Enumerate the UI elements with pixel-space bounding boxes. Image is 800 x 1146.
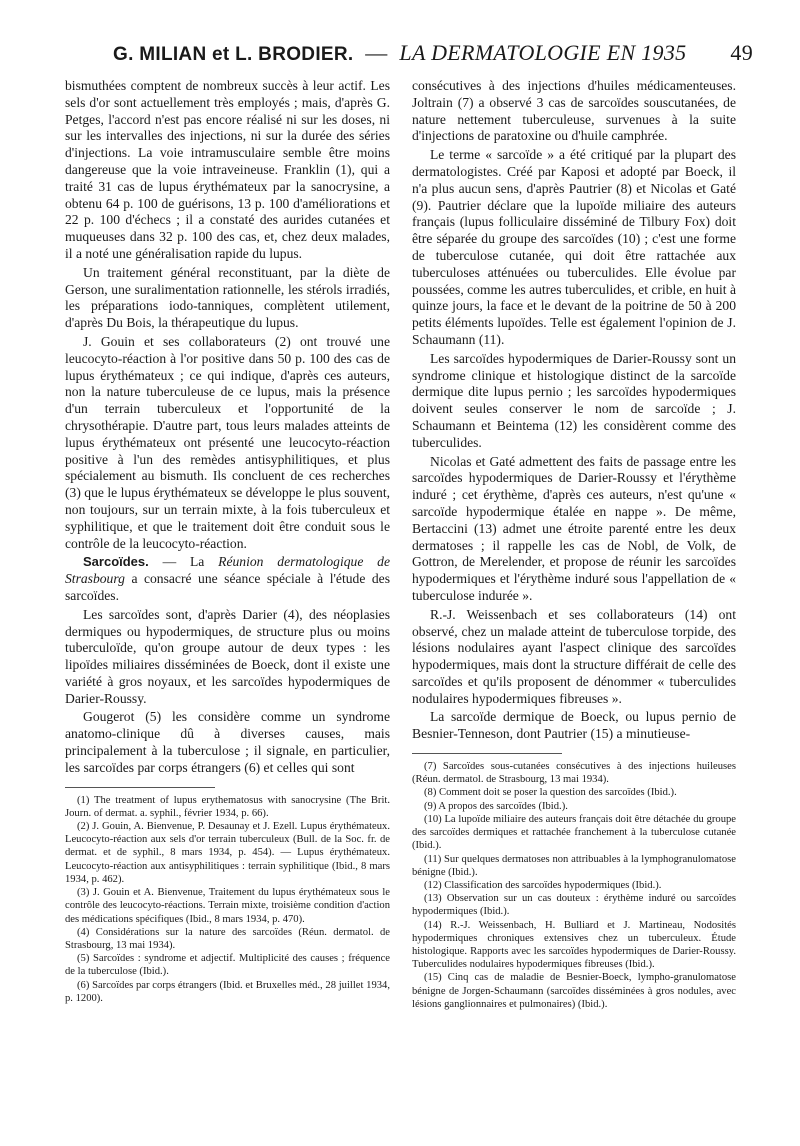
body-paragraph: Le terme « sarcoïde » a été critiqué par la plupart des dermatologistes. Créé par Kaposi et adopté par Boeck, il n'a plus aucun sens, d'après Pautrier (8) et Nicolas et Gaté (9). Pautrier déclare que la lupoïde miliaire des auteurs français (lupus folliculaire disséminé de Tilbury Fox) doit être séparée du groupe des sarcoïdes (10) ; c'est une forme de tuberculose cutanée, qui doit être rattachée aux tuberculoses atténuées ou tuberculides. Elle évolue par poussées, comme les autres tuberculides, et crible, en huit à quinze jours, la face et le devant de la poitrine de 50 à 200 petits éléments lupoïdes. Telle est également l'opinion de J. Schaumann (11). <box>412 147 736 347</box>
body-paragraph: Gougerot (5) les considère comme un syndrome anatomo-clinique dû à diverses causes, mais principalement à la tuberculose ; il signale, en particulier, les sarcoïdes par corps étrangers (6) et celles qui sont <box>65 709 390 775</box>
left-column <box>65 78 390 1005</box>
footnote: (7) Sarcoïdes sous-cutanées consécutives à des injections huileuses (Réun. dermatol. de Strasbourg, 13 mai 1934). <box>412 761 736 786</box>
sarcoides-italic: Réunion dermatologique de Strasbourg <box>65 554 390 587</box>
header-authors: G. MILIAN et L. BRODIER. <box>113 44 354 65</box>
footnote-rule <box>412 753 562 754</box>
sarcoides-prefix: La <box>190 554 219 570</box>
heading-dash: — <box>148 554 190 570</box>
sarcoides-rest: a consacré une séance spéciale à l'étude des sarcoïdes. <box>65 571 390 603</box>
right-column <box>412 78 736 1011</box>
footnote: (6) Sarcoïdes par corps étrangers (Ibid. et Bruxelles méd., 28 juillet 1934, p. 1200). <box>65 979 390 1004</box>
footnote-rule <box>65 787 215 788</box>
footnote: (9) A propos des sarcoïdes (Ibid.). <box>424 800 568 812</box>
body-paragraph: Les sarcoïdes sont, d'après Darier (4), des néoplasies dermiques ou hypodermiques, de structure plus ou moins tuberculoïde, qu'on groupe autour de deux types : les lipoïdes miliaires disséminées de Boeck, dont il existe une variété à gros noyaux, et les sarcoïdes hypodermiques de Darier-Roussy. <box>65 606 390 706</box>
header-title: LA DERMATOLOGIE EN 1935 <box>399 40 687 65</box>
body-paragraph: R.-J. Weissenbach et ses collaborateurs (14) ont observé, chez un malade atteint de tuberculose torpide, des lésions nodulaires ayant l'aspect clinique des sarcoïdes hypodermiques, mais dont la structure différait de celle des sarcoïdes et qu'ils proposent de dénommer « tuberculides nodulaires hypodermiques fibreuses ». <box>412 606 736 706</box>
section-heading-sarcoides: Sarcoïdes. <box>83 554 149 570</box>
footnote: (5) Sarcoïdes : syndrome et adjectif. Multiplicité des causes ; fréquence de la tuberculose (Ibid.). <box>65 953 390 978</box>
running-header <box>113 40 753 74</box>
footnote: (12) Classification des sarcoïdes hypodermiques (Ibid.). <box>424 879 662 891</box>
body-paragraph: Un traitement général reconstituant, par la diète de Gerson, une suralimentation rationnelle, les stérols irradiés, les préparations iodo-tanniques, complètent utilement, d'après Du Bois, la thérapeutique du lupus. <box>65 264 390 331</box>
footnote: (2) J. Gouin, A. Bienvenue, P. Desaunay et J. Ezell. Lupus érythémateux. Leucocyto-réaction aux sels d'or terrain tuberculeux (Bull. de la Soc. fr. de dermat. et de syphil., 8 mars 1934, p. 454). — Lupus érythémateux. Leucocyto-réaction aux antisyphilitiques : terrain syphilitique (Ibid., 8 mars 1934, p. 462). <box>65 821 390 885</box>
footnote: (1) The treatment of lupus erythematosus with sanocrysine (The Brit. Journ. of dermat. a. syphil., février 1934, p. 66). <box>65 794 390 819</box>
body-paragraph: Les sarcoïdes hypodermiques de Darier-Roussy sont un syndrome clinique et histologique distinct de la sarcoïde dermique dite lupus pernio ; les sarcoïdes hypodermiques doivent seules conserver le nom de sarcoïde ; J. Schaumann et Beintema (12) les considèrent comme des tuberculides. <box>412 350 736 450</box>
footnote: (3) J. Gouin et A. Bienvenue, Traitement du lupus érythémateux sous le contrôle des leucocyto-réactions. Terrain mixte, troisième condition d'action des médications spécifiques (Ibid., 8 mars 1934, p. 470). <box>65 887 390 925</box>
page-number: 49 <box>730 40 753 65</box>
footnote: (11) Sur quelques dermatoses non attribuables à la lymphogranulomatose bénigne (Ibid.). <box>412 853 736 878</box>
footnote: (4) Considérations sur la nature des sarcoïdes (Réun. dermatol. de Strasbourg, 13 mai 1934). <box>65 926 390 951</box>
footnote: (8) Comment doit se poser la question des sarcoïdes (Ibid.). <box>424 787 677 799</box>
body-paragraph: consécutives à des injections d'huiles médicamenteuses. Joltrain (7) a observé 3 cas de sarcoïdes souscutanées, de nature nettement tuberculeuse, survenues à la suite d'injections de paratoxine ou d'huile camphrée. <box>412 78 736 144</box>
footnote: (10) La lupoïde miliaire des auteurs français doit être détachée du groupe des sarcoïdes dermiques et rattachée franchement à la tuberculose cutanée (Ibid.). <box>412 813 736 852</box>
body-paragraph: Nicolas et Gaté admettent des faits de passage entre les sarcoïdes hypodermiques de Darier-Roussy et l'érythème induré ; cet érythème, d'après ces auteurs, n'est qu'une « sarcoïde hypodermique étalée en nappe ». De même, Bertaccini (13) admet une étroite parenté entre les deux dermatoses ; il rappelle les cas de Nobl, de Volk, de Gottron, de Merelender, et propose de réunir les sarcoïdes hypodermiques et l'érythème induré sous l'appellation de « tuberculose indurée ». <box>412 453 736 603</box>
footnote: (13) Observation sur un cas douteux : érythème induré ou sarcoïdes hypodermiques (Ibid.). <box>412 893 736 918</box>
body-paragraph: La sarcoïde dermique de Boeck, ou lupus pernio de Besnier-Tenneson, dont Pautrier (15) a minutieuse- <box>412 709 736 742</box>
sarcoides-section-paragraph <box>65 554 390 604</box>
header-separator: — <box>365 40 388 65</box>
footnote: (15) Cinq cas de maladie de Besnier-Boeck, lympho-granulomatose bénigne de Jorgen-Schaumann (sarcoïdes disséminées à gros nodules, avec lésions ganglionnaires et pulmonaires) (Ibid.). <box>412 972 736 1010</box>
body-paragraph: bismuthées comptent de nombreux succès à leur actif. Les sels d'or sont actuellement très employés ; mais, d'après G. Petges, l'accord n'est pas encore réalisé ni sur les doses, ni sur les intervalles des injections, ni sur la durée des séries d'injections. La voie intramusculaire semble être moins dangereuse que la voie intraveineuse. Franklin (1), qui a traité 31 cas de lupus érythémateux par la sanocrysine, a obtenu 64 p. 100 de guérisons, 13 p. 100 d'améliorations et 22 p. 100 d'échecs ; il a constaté des aurides cutanées et muqueuses dans 32 p. 100 des cas, et, chez deux malades, il a noté une généralisation rapide du lupus. <box>65 78 390 261</box>
body-paragraph: J. Gouin et ses collaborateurs (2) ont trouvé une leucocyto-réaction à l'or positive dans 50 p. 100 des cas de lupus érythémateux ; ce qui indique, d'après ces auteurs, non la nature tuberculeuse de ce lupus, mais la présence d'un terrain tuberculeux et l'opportunité de la chrysothérapie. D'autre part, tous leurs malades atteints de lupus érythémateux ont présenté une leucocyto-réaction positive à l'un des remèdes antisyphilitiques, et plus spécialement au bismuth. Ils concluent de ces recherches (3) que le lupus érythémateux se développe le plus souvent, non toujours, sur un terrain mixte, à la fois tuberculeux et syphilitique, et que le traitement doit être conduit sous le contrôle de la leucocyto-réaction. <box>65 333 390 551</box>
footnote: (14) R.-J. Weissenbach, H. Bulliard et J. Martineau, Nodosités hypodermiques chroniques extensives chez un tuberculeux. Étude histologique. Rapports avec les sarcoïdes hypodermiques de Darier-Roussy. Tuberculides nodulaires hypodermiques fibreuses (Ibid.). <box>412 919 736 971</box>
